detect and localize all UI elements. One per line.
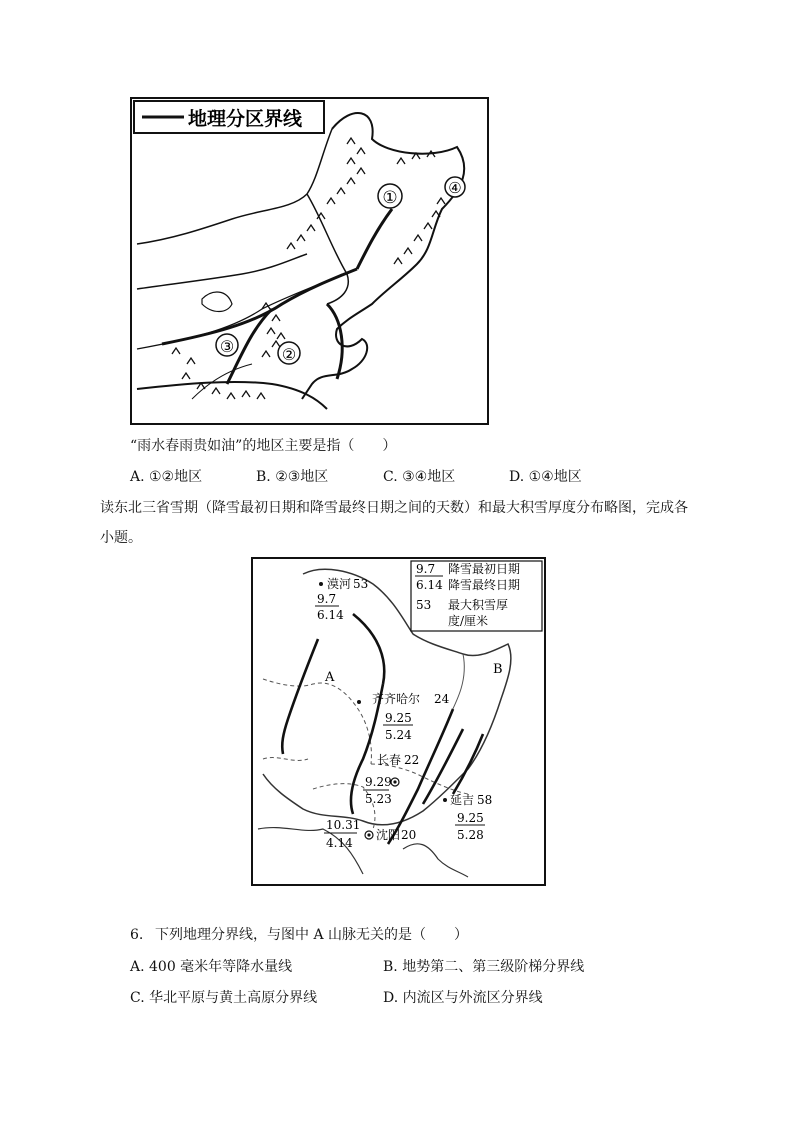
mountain-line-b-3 — [453, 734, 483, 794]
station-changchun-depth: 22 — [404, 753, 420, 767]
station-mohe-name: 漠河 — [327, 577, 352, 591]
coastline — [302, 113, 464, 399]
question-6-stem: 下列地理分界线，与图中 A 山脉无关的是（ ） — [155, 927, 469, 943]
station-shenyang-dot — [367, 833, 370, 836]
question-6-option-d[interactable]: D. 内流区与外流区分界线 — [383, 990, 543, 1006]
station-mohe-last: 6.14 — [317, 608, 344, 622]
station-yanji-depth: 58 — [477, 793, 493, 807]
mountain-label-b: B — [493, 662, 503, 677]
station-yanji-dot — [443, 798, 447, 802]
region-marker-3: ③ — [219, 337, 235, 356]
region-marker-2: ② — [281, 345, 297, 364]
lake — [202, 292, 232, 311]
question-5-option-c[interactable]: C. ③④地区 — [383, 469, 456, 485]
division-line-4 — [327, 304, 342, 379]
legend-depth: 53 — [416, 598, 432, 612]
station-qiqihar-last: 5.24 — [385, 728, 412, 742]
question-5-option-a[interactable]: A. ①②地区 — [130, 469, 203, 485]
intro-line-1: 读东北三省雪期（降雪最初日期和降雪最终日期之间的天数）和最大积雪厚度分布略图，完成各 — [100, 500, 688, 516]
legend-last-date: 6.14 — [416, 578, 443, 592]
region-marker-1: ① — [382, 188, 398, 208]
coast-line — [258, 828, 363, 874]
mountain-label-a: A — [325, 670, 335, 685]
question-6-option-c[interactable]: C. 华北平原与黄土高原分界线 — [130, 990, 318, 1006]
station-shenyang-depth: 20 — [401, 828, 417, 842]
province-border-4 — [263, 758, 308, 761]
station-mohe-first: 9.7 — [317, 592, 337, 606]
snow-map-drawing — [253, 559, 544, 884]
snow-map — [251, 557, 546, 886]
station-qiqihar-name: 齐齐哈尔 — [372, 692, 421, 706]
legend-last-label: 降雪最终日期 — [448, 578, 521, 592]
station-yanji-last: 5.28 — [457, 828, 484, 842]
border-line-2 — [137, 254, 307, 289]
station-changchun-first: 9.29 — [365, 775, 392, 789]
mountain-line-a-1 — [353, 614, 384, 684]
border-line — [137, 129, 332, 244]
legend-first-label: 降雪最初日期 — [448, 562, 521, 576]
question-6-option-a[interactable]: A. 400 毫米年等降水量线 — [130, 959, 293, 975]
legend-depth-label-1: 最大积雪厚 — [448, 598, 509, 612]
question-6-option-b[interactable]: B. 地势第二、第三级阶梯分界线 — [383, 959, 585, 975]
station-mohe-depth: 53 — [353, 577, 369, 591]
question-6-number: 6. — [130, 927, 144, 943]
region-map-drawing — [132, 99, 487, 423]
station-shenyang-last: 4.14 — [326, 836, 353, 850]
station-qiqihar-first: 9.25 — [385, 711, 412, 725]
question-5-option-d[interactable]: D. ①④地区 — [509, 469, 582, 485]
station-changchun-last: 5.23 — [365, 792, 392, 806]
question-5-stem: “雨水春雨贵如油”的地区主要是指（ ） — [130, 438, 397, 454]
region-map — [130, 97, 489, 425]
station-shenyang-name: 沈阳 — [376, 828, 401, 842]
station-qiqihar-depth: 24 — [434, 692, 450, 706]
coast-line-2 — [403, 844, 468, 877]
station-yanji-name: 延吉 — [450, 793, 475, 807]
legend-depth-label-2: 度/厘米 — [448, 614, 489, 628]
mountain-line-a-2 — [282, 639, 318, 754]
region-marker-4: ④ — [448, 179, 462, 197]
legend-first-date: 9.7 — [416, 562, 436, 576]
question-5-option-b[interactable]: B. ②③地区 — [256, 469, 329, 485]
station-changchun-name: 长春 — [377, 753, 402, 767]
division-line-3 — [357, 209, 392, 269]
river-line — [448, 654, 464, 719]
mountain-marks — [172, 138, 445, 399]
intro-line-2: 小题。 — [100, 530, 142, 546]
station-changchun-dot — [393, 780, 396, 783]
station-shenyang-first: 10.31 — [326, 818, 361, 832]
station-mohe-dot — [319, 582, 323, 586]
province-border-1 — [263, 679, 371, 764]
station-yanji-first: 9.25 — [457, 811, 484, 825]
legend-label: 地理分区界线 — [188, 108, 303, 130]
station-qiqihar-dot — [357, 700, 361, 704]
